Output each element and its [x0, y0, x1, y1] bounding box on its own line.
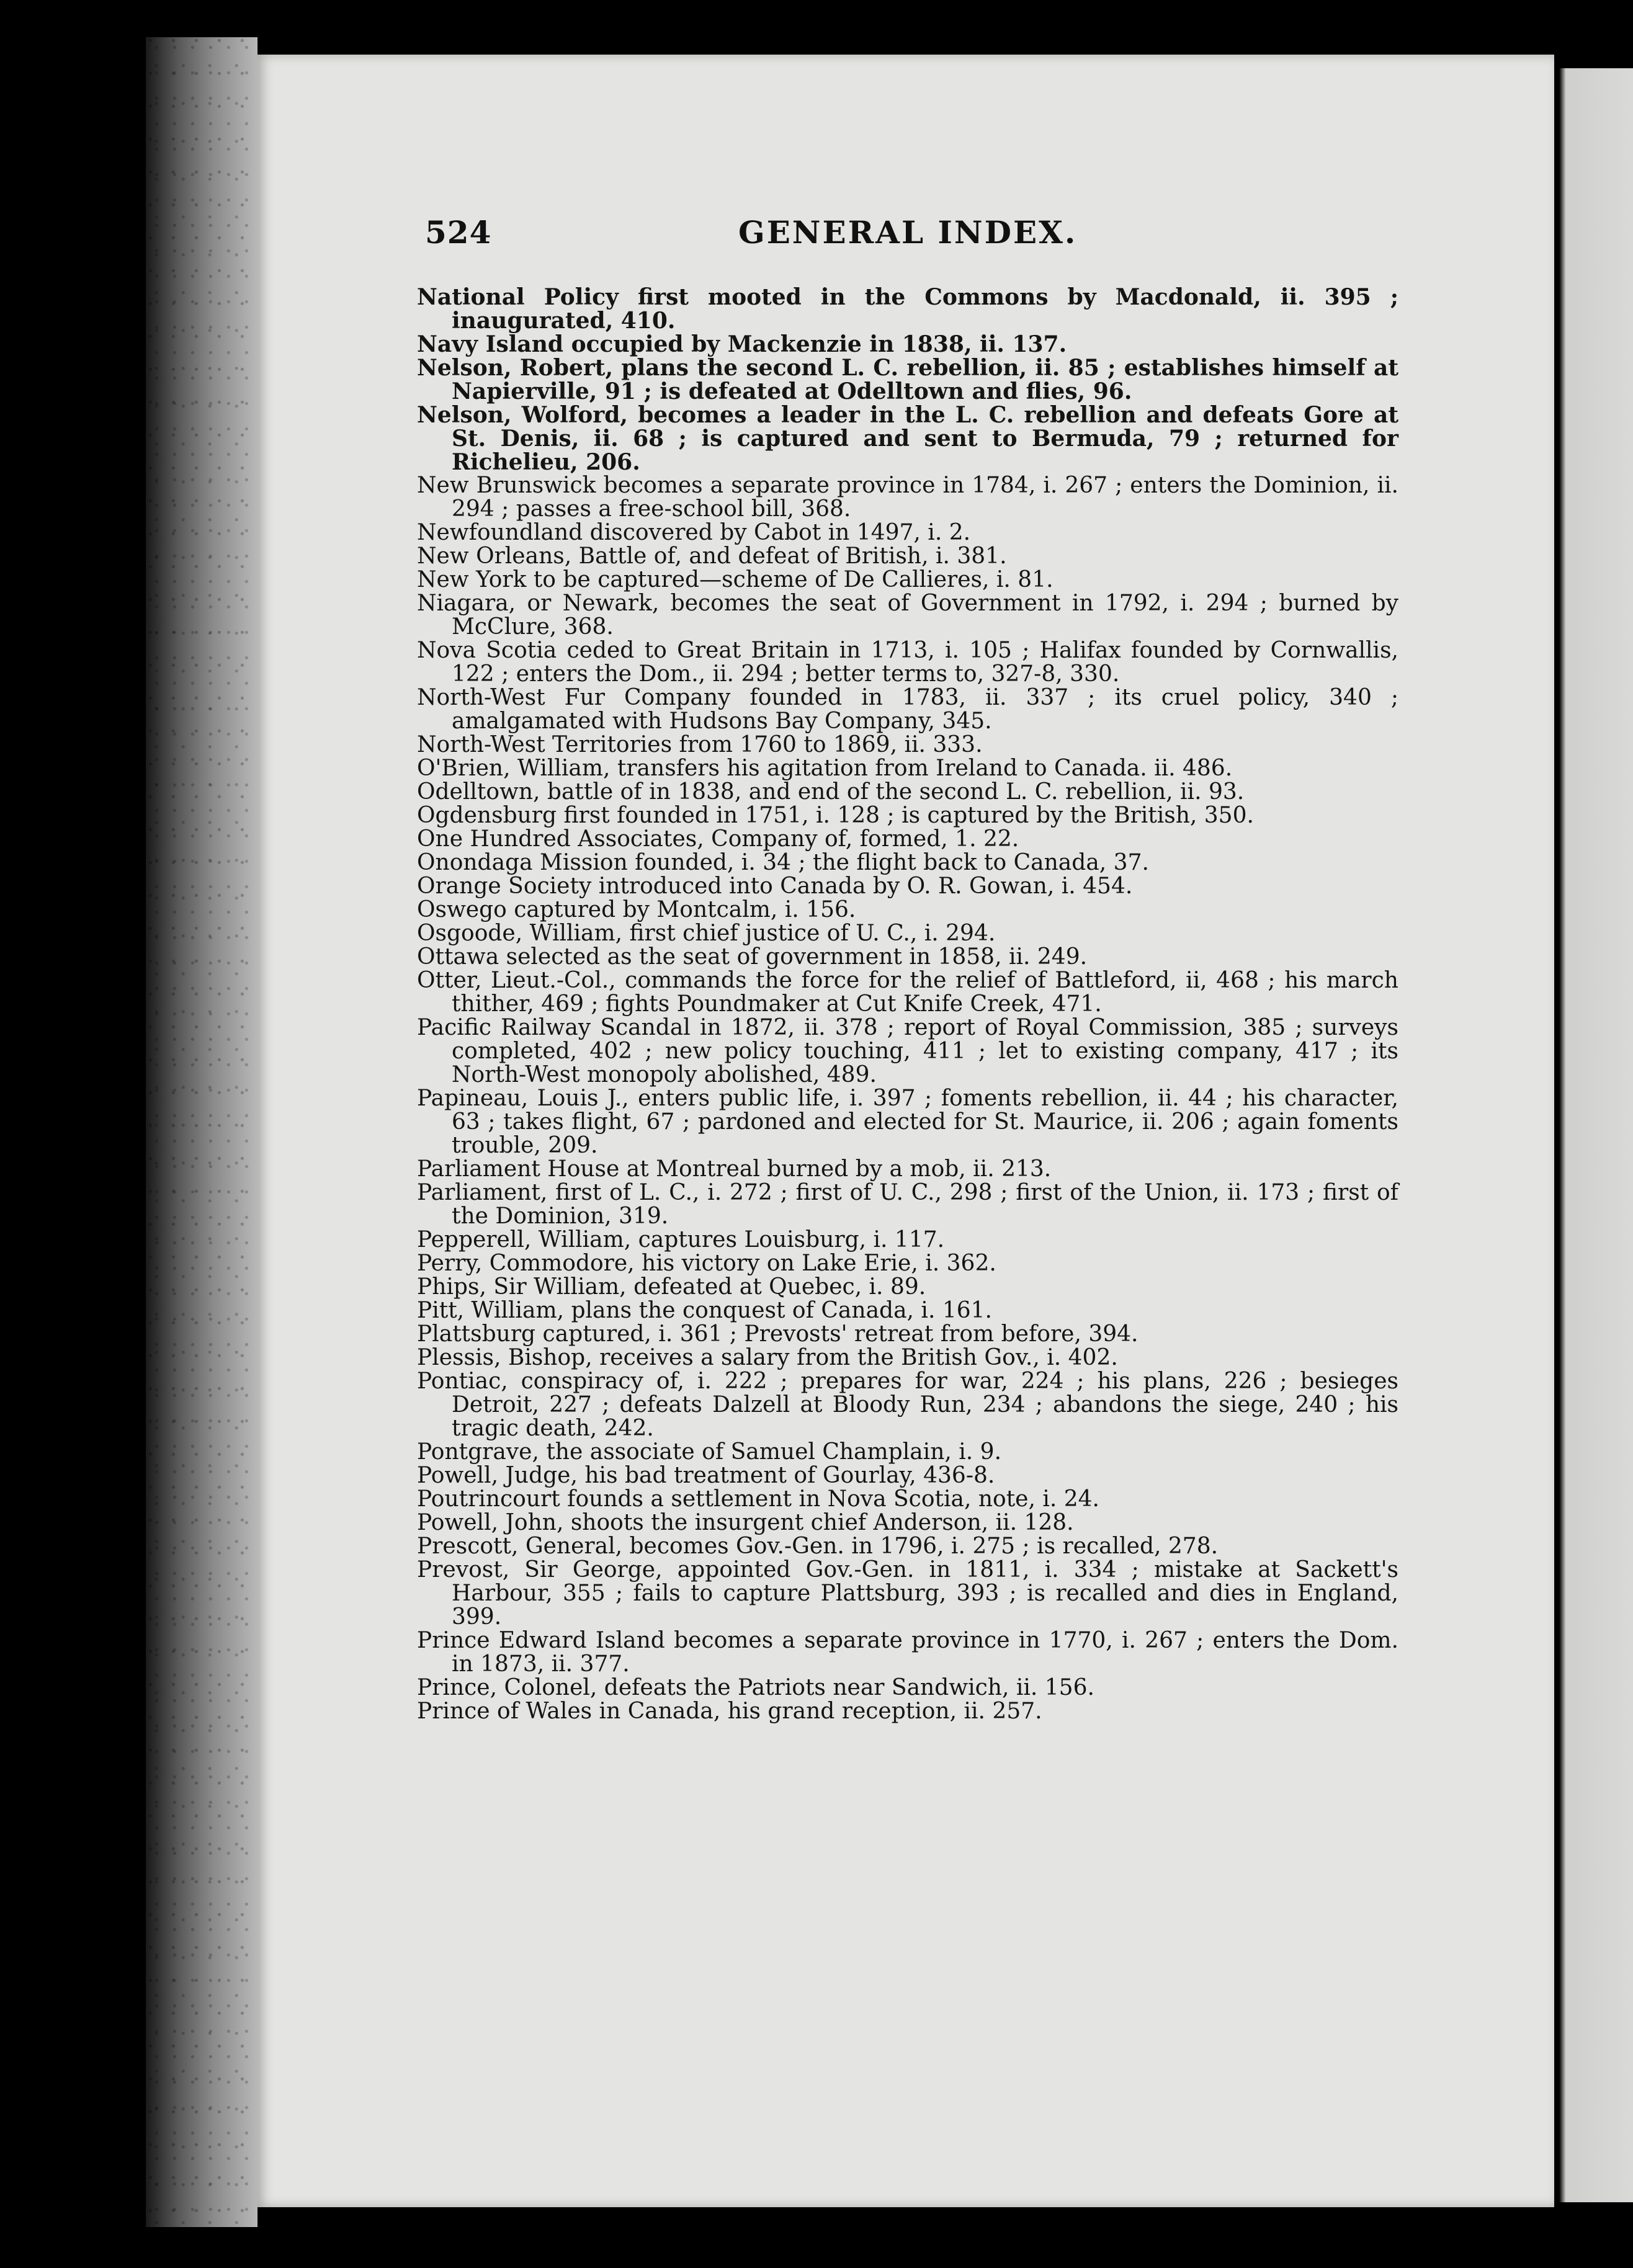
index-entry: Nelson, Robert, plans the second L. C. rebellion, ii. 85 ; establishes himself at Napierville, 91 ; is defeated at Odelltown and flies, 96. [417, 355, 1398, 404]
index-entry: Parliament House at Montreal burned by a mob, ii. 213. [417, 1156, 1052, 1182]
index-entry: North-West Fur Company founded in 1783, ii. 337 ; its cruel policy, 340 ; amalgamated with Hudsons Bay Company, 345. [417, 685, 1398, 734]
index-entry: Navy Island occupied by Mackenzie in 1838, ii. 137. [417, 331, 1067, 357]
index-entry: North-West Territories from 1760 to 1869, ii. 333. [417, 732, 983, 757]
index-entry: New Brunswick becomes a separate province in 1784, i. 267 ; enters the Dominion, ii. 294 ; passes a free-school bill, 368. [417, 473, 1398, 522]
index-entry: Phips, Sir William, defeated at Quebec, i. 89. [417, 1274, 926, 1300]
index-entry: Powell, John, shoots the insurgent chief Anderson, ii. 128. [417, 1510, 1074, 1535]
index-entry: Pepperell, William, captures Louisburg, i. 117. [417, 1227, 945, 1252]
page-header [425, 214, 1387, 264]
index-entry: Ottawa selected as the seat of government in 1858, ii. 249. [417, 944, 1088, 970]
index-entry: New Orleans, Battle of, and defeat of British, i. 381. [417, 543, 1007, 569]
index-entry: Prince, Colonel, defeats the Patriots near Sandwich, ii. 156. [417, 1675, 1094, 1700]
index-entry: Prince of Wales in Canada, his grand reception, ii. 257. [417, 1699, 1042, 1724]
index-entry: Orange Society introduced into Canada by O. R. Gowan, i. 454. [417, 873, 1133, 899]
index-entries [417, 285, 1398, 1723]
index-entry: Oswego captured by Montcalm, i. 156. [417, 897, 856, 922]
index-entry: Osgoode, William, first chief justice of U. C., i. 294. [417, 921, 996, 946]
index-entry: Plattsburg captured, i. 361 ; Prevosts' retreat from before, 394. [417, 1321, 1139, 1347]
index-entry: Poutrincourt founds a settlement in Nova Scotia, note, i. 24. [417, 1486, 1100, 1512]
index-entry: O'Brien, William, transfers his agitation from Ireland to Canada. ii. 486. [417, 756, 1233, 781]
page-number: 524 [425, 214, 492, 251]
index-entry: Prevost, Sir George, appointed Gov.-Gen. in 1811, i. 334 ; mistake at Sackett's Harbour, 355 ; fails to capture Plattsburg, 393 ; is recalled and dies in England, 399. [417, 1557, 1398, 1630]
index-entry: Onondaga Mission founded, i. 34 ; the flight back to Canada, 37. [417, 850, 1149, 875]
index-entry: Nelson, Wolford, becomes a leader in the L. C. rebellion and defeats Gore at St. Denis, ii. 68 ; is captured and sent to Bermuda, 79 ; returned for Richelieu, 206. [417, 402, 1398, 475]
index-entry: Odelltown, battle of in 1838, and end of the second L. C. rebellion, ii. 93. [417, 779, 1245, 805]
index-entry: Otter, Lieut.-Col., commands the force for the relief of Battleford, ii, 468 ; his march thither, 469 ; fights Poundmaker at Cut Knife Creek, 471. [417, 968, 1398, 1017]
spine-texture [146, 37, 257, 2227]
running-title: GENERAL INDEX. [738, 214, 1078, 251]
index-entry: Pitt, William, plans the conquest of Canada, i. 161. [417, 1298, 992, 1323]
index-entry: Parliament, first of L. C., i. 272 ; first of U. C., 298 ; first of the Union, ii. 173 ; first of the Dominion, 319. [417, 1180, 1398, 1229]
index-entry: One Hundred Associates, Company of, formed, 1. 22. [417, 826, 1019, 852]
index-entry: Prince Edward Island becomes a separate province in 1770, i. 267 ; enters the Dom. in 1873, ii. 377. [417, 1628, 1398, 1677]
index-entry: Pontgrave, the associate of Samuel Champlain, i. 9. [417, 1439, 1002, 1465]
index-entry: National Policy first mooted in the Commons by Macdonald, ii. 395 ; inaugurated, 410. [417, 284, 1398, 334]
index-entry: Pacific Railway Scandal in 1872, ii. 378 ; report of Royal Commission, 385 ; surveys completed, 402 ; new policy touching, 411 ; let to existing company, 417 ; its North-West monopoly abolished, 489. [417, 1015, 1398, 1087]
scan-background-left [0, 0, 146, 2268]
index-entry: Pontiac, conspiracy of, i. 222 ; prepares for war, 224 ; his plans, 226 ; besieges Detroit, 227 ; defeats Dalzell at Bloody Run, 234 ; abandons the siege, 240 ; his tragic death, 242. [417, 1368, 1398, 1441]
index-entry: Newfoundland discovered by Cabot in 1497, i. 2. [417, 520, 971, 545]
index-entry: Ogdensburg first founded in 1751, i. 128 ; is captured by the British, 350. [417, 803, 1254, 828]
index-entry: Plessis, Bishop, receives a salary from the British Gov., i. 402. [417, 1345, 1118, 1370]
adjacent-page-edge [1551, 68, 1633, 2202]
index-entry: Niagara, or Newark, becomes the seat of Government in 1792, i. 294 ; burned by McClure, 368. [417, 591, 1398, 640]
index-entry: Powell, Judge, his bad treatment of Gourlay, 436-8. [417, 1463, 995, 1488]
index-entry: Perry, Commodore, his victory on Lake Erie, i. 362. [417, 1251, 996, 1276]
index-entry: Prescott, General, becomes Gov.-Gen. in 1796, i. 275 ; is recalled, 278. [417, 1534, 1219, 1559]
index-entry: New York to be captured—scheme of De Callieres, i. 81. [417, 567, 1054, 592]
index-entry: Papineau, Louis J., enters public life, i. 397 ; foments rebellion, ii. 44 ; his character, 63 ; takes flight, 67 ; pardoned and elected for St. Maurice, ii. 206 ; again foments trouble, 209. [417, 1086, 1398, 1158]
index-entry: Nova Scotia ceded to Great Britain in 1713, i. 105 ; Halifax founded by Cornwallis, 122 ; enters the Dom., ii. 294 ; better terms to, 327-8, 330. [417, 638, 1398, 687]
